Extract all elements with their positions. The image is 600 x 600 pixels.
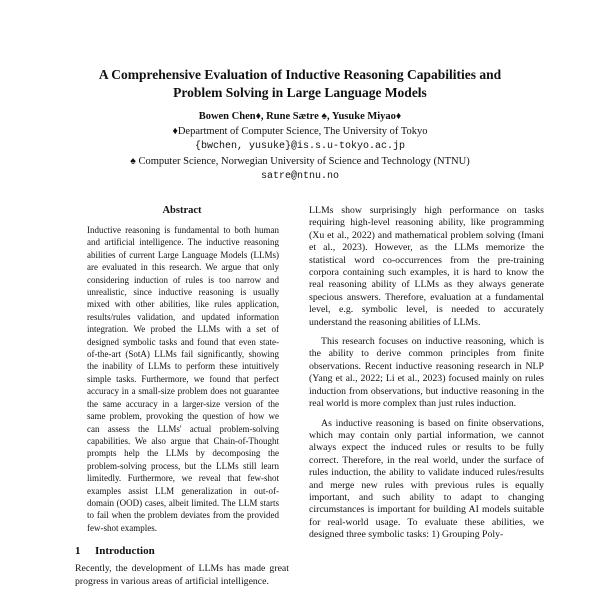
author-list: Bowen Chen♦, Rune Sætre ♠, Yusuke Miyao♦	[198, 111, 402, 122]
right-column	[309, 205, 544, 549]
introduction-text: Recently, the development of LLMs has made great progress in various areas of artificial intelligence.	[75, 563, 289, 587]
section-title: Introduction	[95, 545, 155, 558]
affiliation-ntnu: ♠ Computer Science, Norwegian University of Science and Technology (NTNU)	[130, 156, 470, 167]
affiliation-tokyo: ♦Department of Computer Science, The University of Tokyo	[172, 126, 428, 137]
section-heading-introduction	[75, 545, 289, 557]
paragraph-inductive-reasoning: This research focuses on inductive reasoning, which is the ability to derive common principles from finite observations. Recent inductive reasoning research in NLP (Yang et al., 2022; Li et al., 2023) focused mainly on rules induction from observations, but inductive reasoning in the real world is more complex than just rules induction.	[309, 336, 544, 410]
abstract-text: Inductive reasoning is fundamental to both human and artificial intelligence. The inductive reasoning abilities of current Large Language Models (LLMs) are evaluated in this research. We argue that only considering induction of rules is too narrow and unrealistic, since inductive reasoning is usually mixed with other abilities, like rules application, results/rules validation, and updated information integration. We probed the LLMs with a set of designed symbolic tasks and found that even state-of-the-art (SotA) LLMs fail significantly, showing the inability of LLMs to perform these intuitively simple tasks. Furthermore, we found that perfect accuracy in a small-size problem does not guarantee the same accuracy in a larger-size version of the same problem, provoking the question of how we can assess the LLMs' actual problem-solving capabilities. We also argue that Chain-of-Thought prompts help the LLMs by decomposing the problem-solving process, but the LLMs still learn limitedly. Furthermore, we reveal that few-shot examples assist LLM generalization in out-of-domain (OOD) cases, albeit limited. The LLM starts to fail when the problem deviates from the provided few-shot examples.	[87, 225, 279, 533]
paper-title: A Comprehensive Evaluation of Inductive Reasoning Capabilities and Problem Solving in Large Language Models	[98, 67, 502, 100]
section-number: 1	[75, 545, 81, 558]
email-tokyo: {bwchen, yusuke}@is.s.u-tokyo.ac.jp	[194, 141, 406, 152]
email-ntnu: satre@ntnu.no	[260, 171, 339, 182]
paragraph-finite-observations: As inductive reasoning is based on finite observations, which may contain only partial information, we cannot always expect the induced rules or results to be fully correct. Therefore, in the real world, under the surface of rules induction, the ability to validate induced rules/results and merge new rules with previous rules is equally important, and such ability to adapt to changing circumstances is important for building AI models suitable for real-world usage. To evaluate these abilities, we designed three symbolic tasks: 1) Grouping Poly-	[309, 417, 544, 541]
abstract-heading: Abstract	[162, 205, 202, 216]
left-column	[75, 205, 289, 588]
paragraph-llm-performance: LLMs show surprisingly high performance on tasks requiring high-level reasoning ability, like programming (Xu et al., 2022) and mathematical problem solving (Imani et al., 2023). However, as the LLMs memorize the statistical word co-occurrences from the pre-training corpora containing such examples, it is hard to know the real reasoning ability of LLMs as they always generate specious answers. Therefore, evaluation at a fundamental level, e.g. symbolic level, is needed to accurately understand the reasoning abilities of LLMs.	[309, 205, 544, 328]
